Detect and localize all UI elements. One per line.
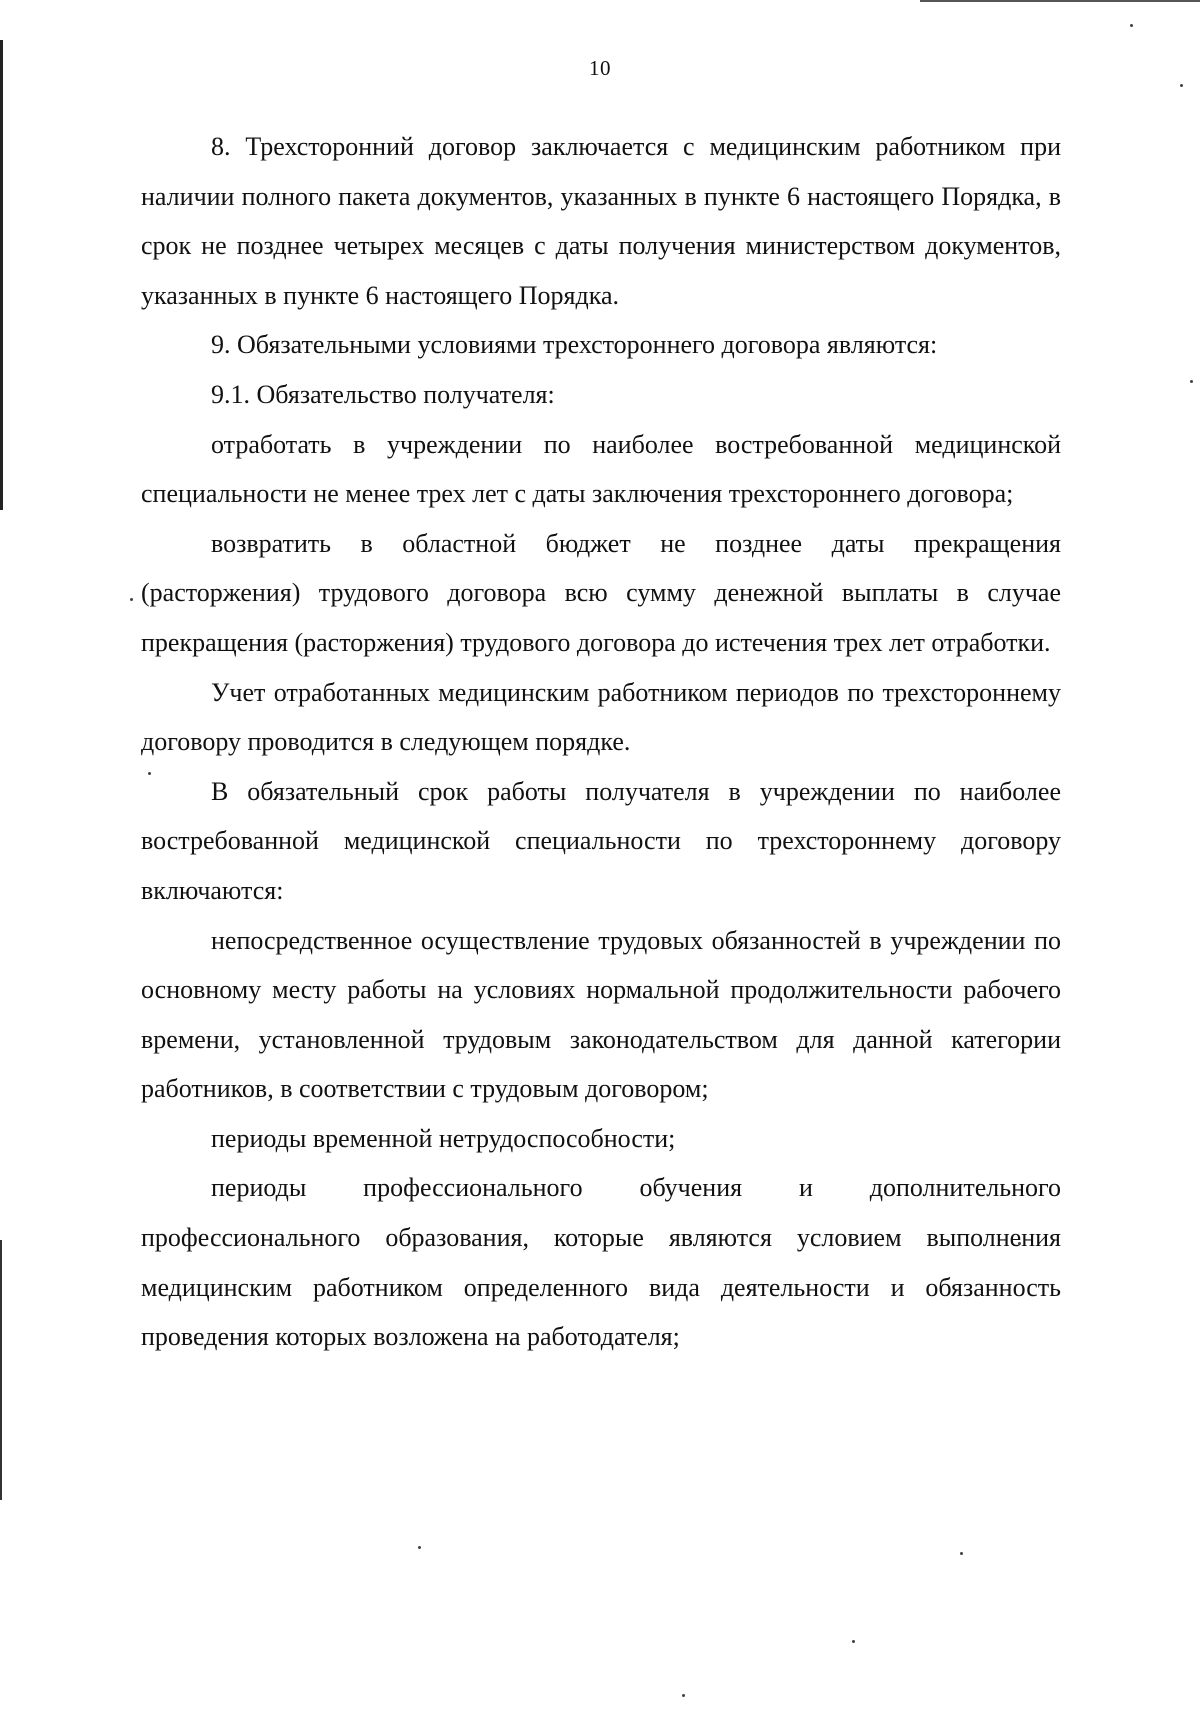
scan-edge-mark [0, 40, 3, 510]
scan-speck [130, 598, 133, 601]
paragraph: возвратить в областной бюджет не позднее даты прекращения (расторжения) трудового договора всю сумму денежной выплаты в случае прекращения (расторжения) трудового договора до истечения трех лет отработки. [141, 528, 1061, 657]
scan-speck [1130, 24, 1133, 27]
scan-speck [418, 1546, 421, 1549]
scan-edge-mark [920, 0, 1200, 2]
scan-speck [1180, 84, 1183, 87]
paragraph: периоды профессионального обучения и дополнительного профессионального образования, которые являются условием выполнения медицинским работником определенного вида деятельности и обязанность проведения которых возложена на работодателя; [141, 1173, 1061, 1352]
scan-speck [682, 1694, 685, 1697]
scan-edge-mark [0, 1240, 2, 1500]
document-body [141, 122, 1061, 1362]
scan-speck [960, 1552, 963, 1555]
paragraph: 8. Трехсторонний договор заключается с медицинским работником при наличии полного пакета документов, указанных в пункте 6 настоящего Порядка, в срок не позднее четырех месяцев с даты получения министерством документов, указанных в пункте 6 настоящего Порядка. [141, 132, 1061, 310]
paragraph: Учет отработанных медицинским работником периодов по трехстороннему договору проводится в следующем порядке. [141, 677, 1061, 757]
paragraph: непосредственное осуществление трудовых обязанностей в учреждении по основному месту работы на условиях нормальной продолжительности рабочего времени, установленной трудовым законодательством для данной категории работников, в соответствии с трудовым договором; [141, 925, 1061, 1104]
paragraph: 9. Обязательными условиями трехстороннего договора являются: [211, 330, 938, 360]
page-number: 10 [589, 56, 611, 80]
paragraph: отработать в учреждении по наиболее востребованной медицинской специальности не менее трех лет с даты заключения трехстороннего договора; [141, 429, 1061, 509]
paragraph: В обязательный срок работы получателя в учреждении по наиболее востребованной медицинской специальности по трехстороннему договору включаются: [141, 776, 1061, 905]
scan-speck [1190, 380, 1193, 383]
scan-speck [852, 1640, 855, 1643]
paragraph: периоды временной нетрудоспособности; [211, 1123, 676, 1153]
paragraph: 9.1. Обязательство получателя: [211, 379, 555, 409]
